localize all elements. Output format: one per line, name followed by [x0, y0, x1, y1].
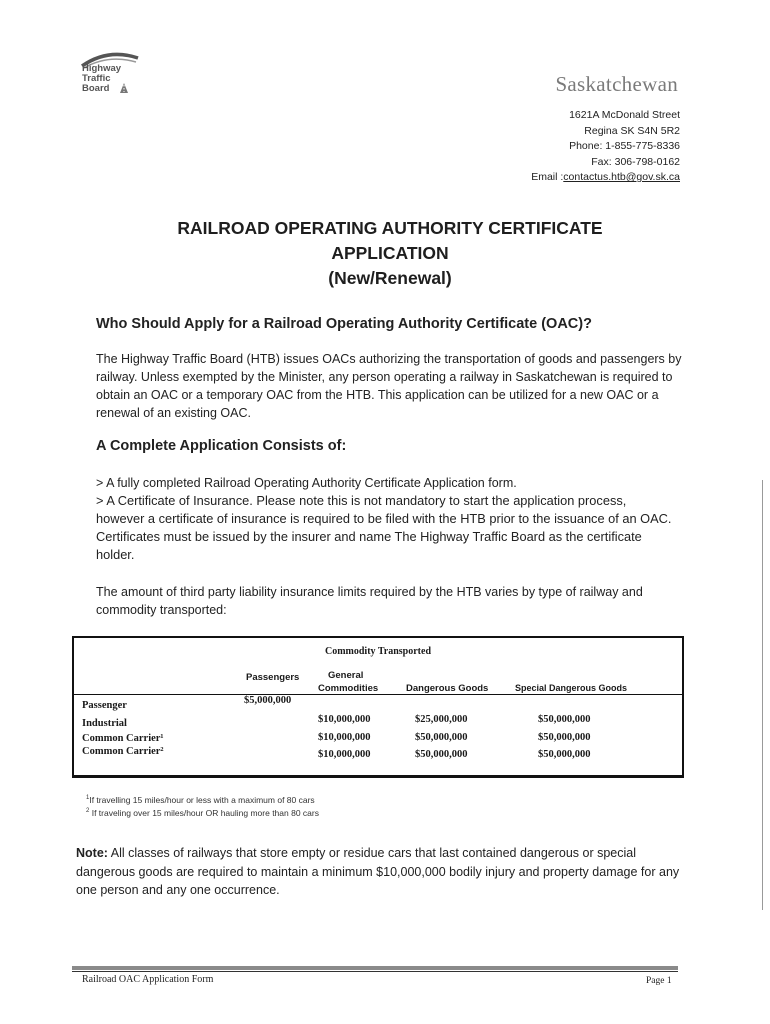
common2-special-value: $50,000,000 — [538, 749, 591, 760]
common1-special-value: $50,000,000 — [538, 732, 591, 743]
row-label-common-carrier-2: Common Carrier² — [82, 746, 164, 757]
table-caption: Commodity Transported — [324, 646, 432, 657]
footer-page-number: Page 1 — [646, 976, 672, 986]
section-heading-complete-application: A Complete Application Consists of: — [96, 438, 347, 454]
col-header-dangerous: Dangerous Goods — [406, 683, 489, 694]
common1-dangerous-value: $50,000,000 — [415, 732, 468, 743]
application-item-insurance: > A Certificate of Insurance. Please note this is not mandatory to start the application process, however a certificate of insurance is required to be filed with the HTB prior to the issuance of an OAC. Certificates must be issued by the insurer and name The Highway Traffic Board as the certificate holder. — [96, 493, 672, 562]
contact-address — [531, 108, 680, 186]
passenger-passengers-value: $5,000,000 — [244, 695, 292, 706]
section-body-who-should-apply: The Highway Traffic Board (HTB) issues OACs authorizing the transportation of goods and passengers by railway. Unless exempted by the Minister, any person operating a railway in Saskatchewan is required to obtain an OAC or a temporary OAC from the HTB. This application can be utilized for a new OAC or a renewal of an existing OAC. — [96, 352, 682, 420]
footnote-1 — [86, 792, 315, 806]
address-city: Regina SK S4N 5R2 — [584, 124, 680, 137]
logo-line-2: Traffic — [82, 73, 111, 84]
col-header-general-2: Commodities — [318, 683, 379, 694]
logo-line-1: Highway — [82, 63, 122, 74]
title-line-2: APPLICATION — [331, 243, 449, 263]
footer-rule — [72, 966, 678, 970]
insurance-limits-text: The amount of third party liability insurance limits required by the HTB varies by type of railway and commodity transported: — [96, 585, 643, 617]
row-label-common-carrier-1: Common Carrier¹ — [82, 733, 164, 744]
common1-general-value: $10,000,000 — [318, 732, 371, 743]
email-label: Email : — [531, 171, 564, 183]
road-icon — [118, 82, 130, 94]
insurance-limits-table — [72, 636, 684, 778]
title-line-1: RAILROAD OPERATING AUTHORITY CERTIFICATE — [177, 218, 603, 238]
address-email-row — [531, 170, 680, 186]
footnote-2 — [86, 805, 319, 819]
common2-general-value: $10,000,000 — [318, 749, 371, 760]
row-label-industrial: Industrial — [82, 718, 127, 729]
common2-dangerous-value: $50,000,000 — [415, 749, 468, 760]
footnote-1-marker: 1 — [86, 795, 90, 801]
footnote-2-marker: 2 — [86, 808, 90, 814]
note-text: All classes of railways that store empty or residue cars that last contained dangerous or special dangerous goods are required to maintain a minimum $10,000,000 bodily injury and property damage for any one person and any one occurrence. — [76, 846, 680, 897]
address-street: 1621A McDonald Street — [569, 109, 680, 121]
footnote-1-text: If travelling 15 miles/hour or less with a maximum of 80 cars — [89, 794, 315, 805]
logo-line-3: Board — [82, 83, 110, 94]
industrial-dangerous-value: $25,000,000 — [415, 714, 468, 725]
footer-rule-thin — [72, 971, 678, 972]
scan-edge-mark — [762, 480, 766, 910]
footer-form-name: Railroad OAC Application Form — [82, 974, 214, 985]
col-header-general-1: General — [328, 670, 364, 681]
address-phone: Phone: 1-855-775-8336 — [569, 140, 680, 152]
address-fax: Fax: 306-798-0162 — [591, 155, 680, 168]
footnote-2-text: If traveling over 15 miles/hour OR hauling more than 80 cars — [91, 807, 319, 818]
industrial-special-value: $50,000,000 — [538, 714, 591, 725]
dangerous-goods-note — [76, 844, 696, 900]
industrial-general-value: $10,000,000 — [318, 714, 371, 725]
province-wordmark: Saskatchewan — [555, 72, 678, 96]
htb-logo — [80, 50, 140, 96]
title-line-3: (New/Renewal) — [328, 268, 452, 288]
row-label-passenger: Passenger — [82, 700, 127, 711]
application-item-form: > A fully completed Railroad Operating Authority Certificate Application form. — [96, 476, 517, 490]
table-header-divider — [74, 694, 682, 695]
col-header-passengers: Passengers — [246, 672, 300, 683]
page-title — [0, 216, 770, 291]
col-header-special: Special Dangerous Goods — [515, 683, 628, 693]
section-heading-who-should-apply: Who Should Apply for a Railroad Operating Authority Certificate (OAC)? — [96, 316, 592, 332]
email-link[interactable]: contactus.htb@gov.sk.ca — [563, 171, 680, 183]
note-label: Note: — [76, 846, 108, 860]
